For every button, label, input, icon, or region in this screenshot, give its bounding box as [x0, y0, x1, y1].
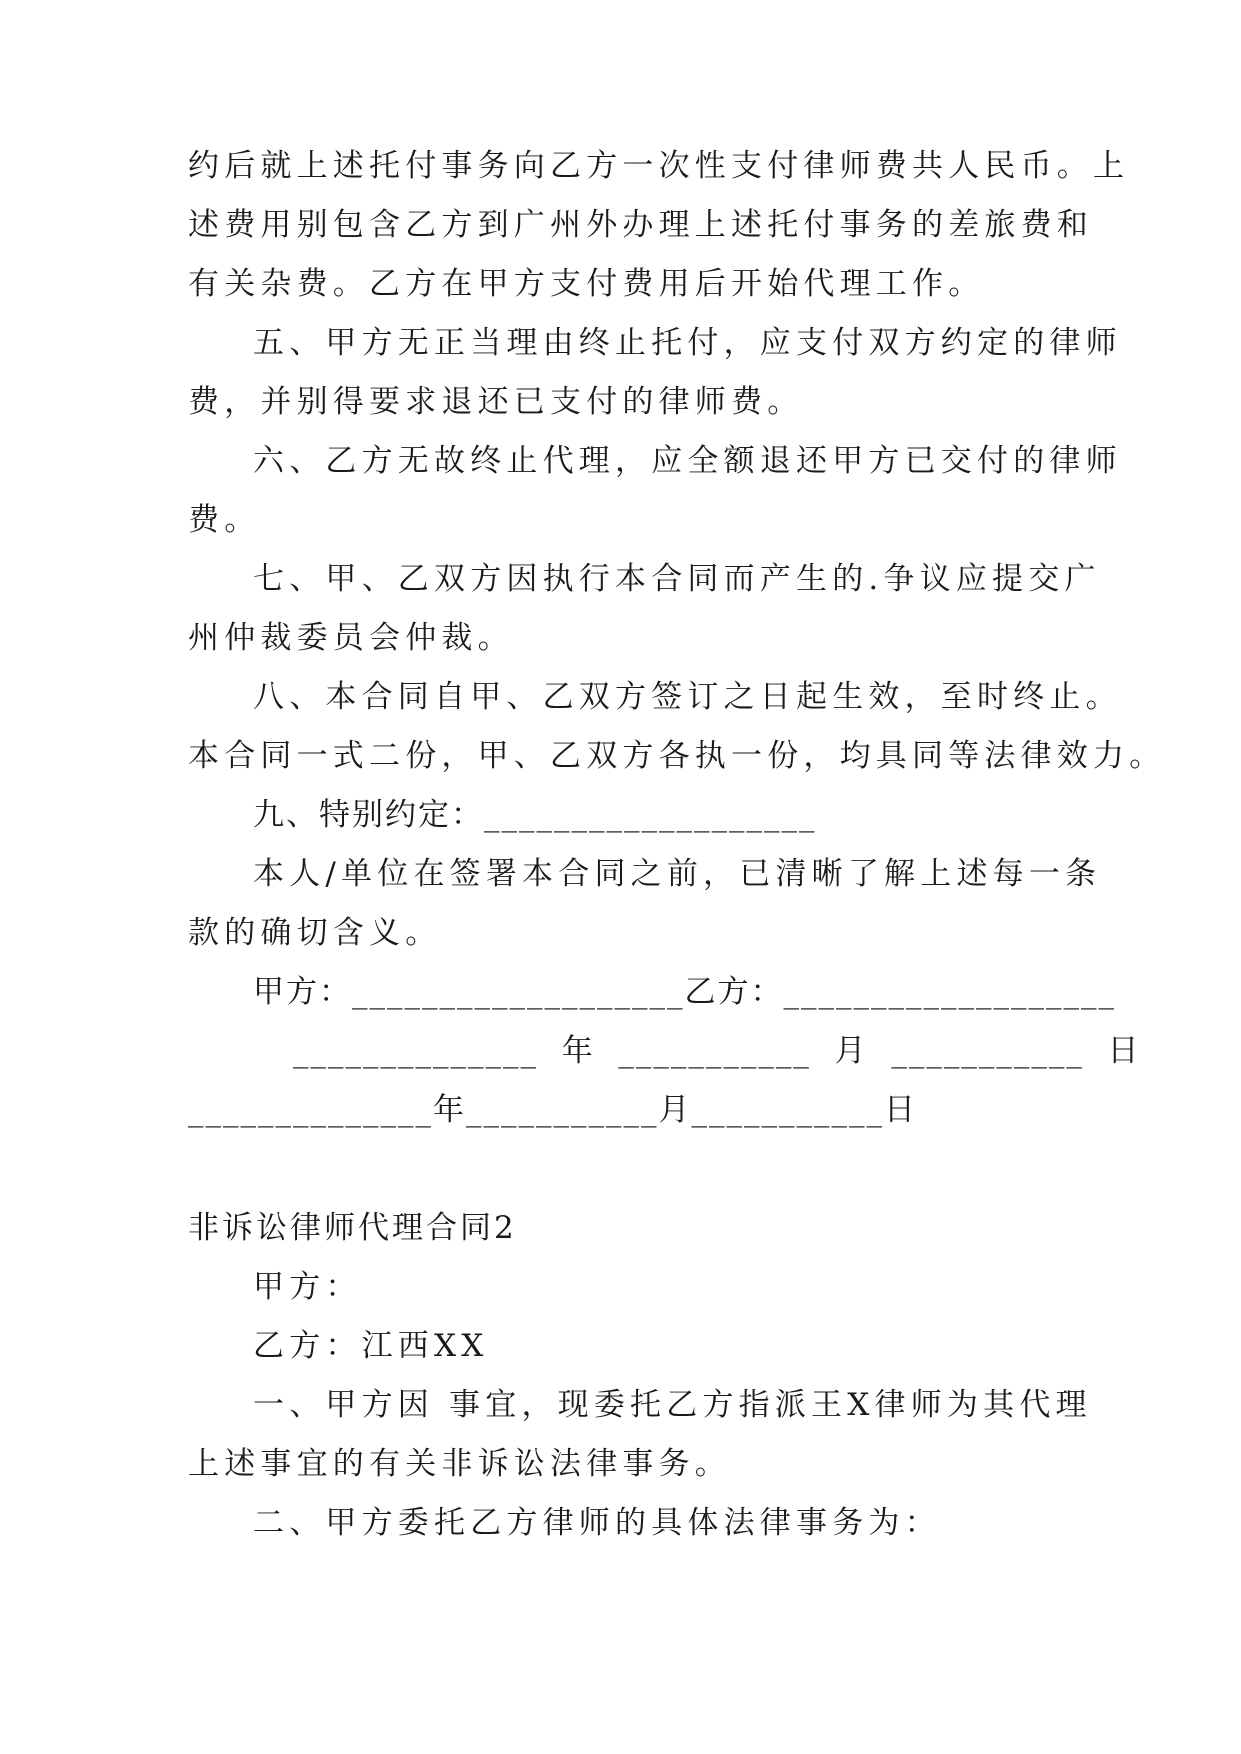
clause-six: 六、乙方无故终止代理，应全额退还甲方已交付的律师 — [253, 443, 1122, 479]
body-line: 述费用别包含乙方到广州外办理上述托付事务的差旅费和 — [188, 207, 1093, 243]
section-title: 非诉讼律师代理合同2 — [188, 1210, 517, 1246]
body-line: 州仲裁委员会仲裁。 — [188, 620, 514, 656]
party-b: 乙方：江西XX — [253, 1328, 489, 1364]
clause-five: 五、甲方无正当理由终止托付，应支付双方约定的律师 — [253, 325, 1122, 361]
signature-line: 甲方：___________________乙方：___________________ — [253, 974, 1116, 1010]
acknowledgement: 本人/单位在签署本合同之前，已清晰了解上述每一条 — [253, 856, 1102, 892]
body-line: 有关杂费。乙方在甲方支付费用后开始代理工作。 — [188, 266, 985, 302]
body-line: 费。 — [188, 502, 261, 538]
clause-seven: 七、甲、乙双方因执行本合同而产生的.争议应提交广 — [253, 561, 1101, 597]
clause-nine-special: 九、特别约定：___________________ — [253, 797, 817, 833]
body-line: 费，并别得要求退还已支付的律师费。 — [188, 384, 804, 420]
body-line: 约后就上述托付事务向乙方一次性支付律师费共人民币。上 — [188, 148, 1130, 184]
clause-eight: 八、本合同自甲、乙双方签订之日起生效，至时终止。 — [253, 679, 1122, 715]
date-line: ______________年___________月___________日 — [188, 1092, 917, 1128]
body-line: 上述事宜的有关非诉讼法律事务。 — [188, 1446, 731, 1482]
date-line: ______________ 年 ___________ 月 ___________ 日 — [293, 1033, 1141, 1069]
clause-one: 一、甲方因 事宜，现委托乙方指派王X律师为其代理 — [253, 1387, 1092, 1423]
body-line: 款的确切含义。 — [188, 915, 442, 951]
body-line: 本合同一式二份，甲、乙双方各执一份，均具同等法律效力。 — [188, 738, 1166, 774]
party-a: 甲方： — [253, 1269, 362, 1305]
clause-two: 二、甲方委托乙方律师的具体法律事务为： — [253, 1505, 941, 1541]
